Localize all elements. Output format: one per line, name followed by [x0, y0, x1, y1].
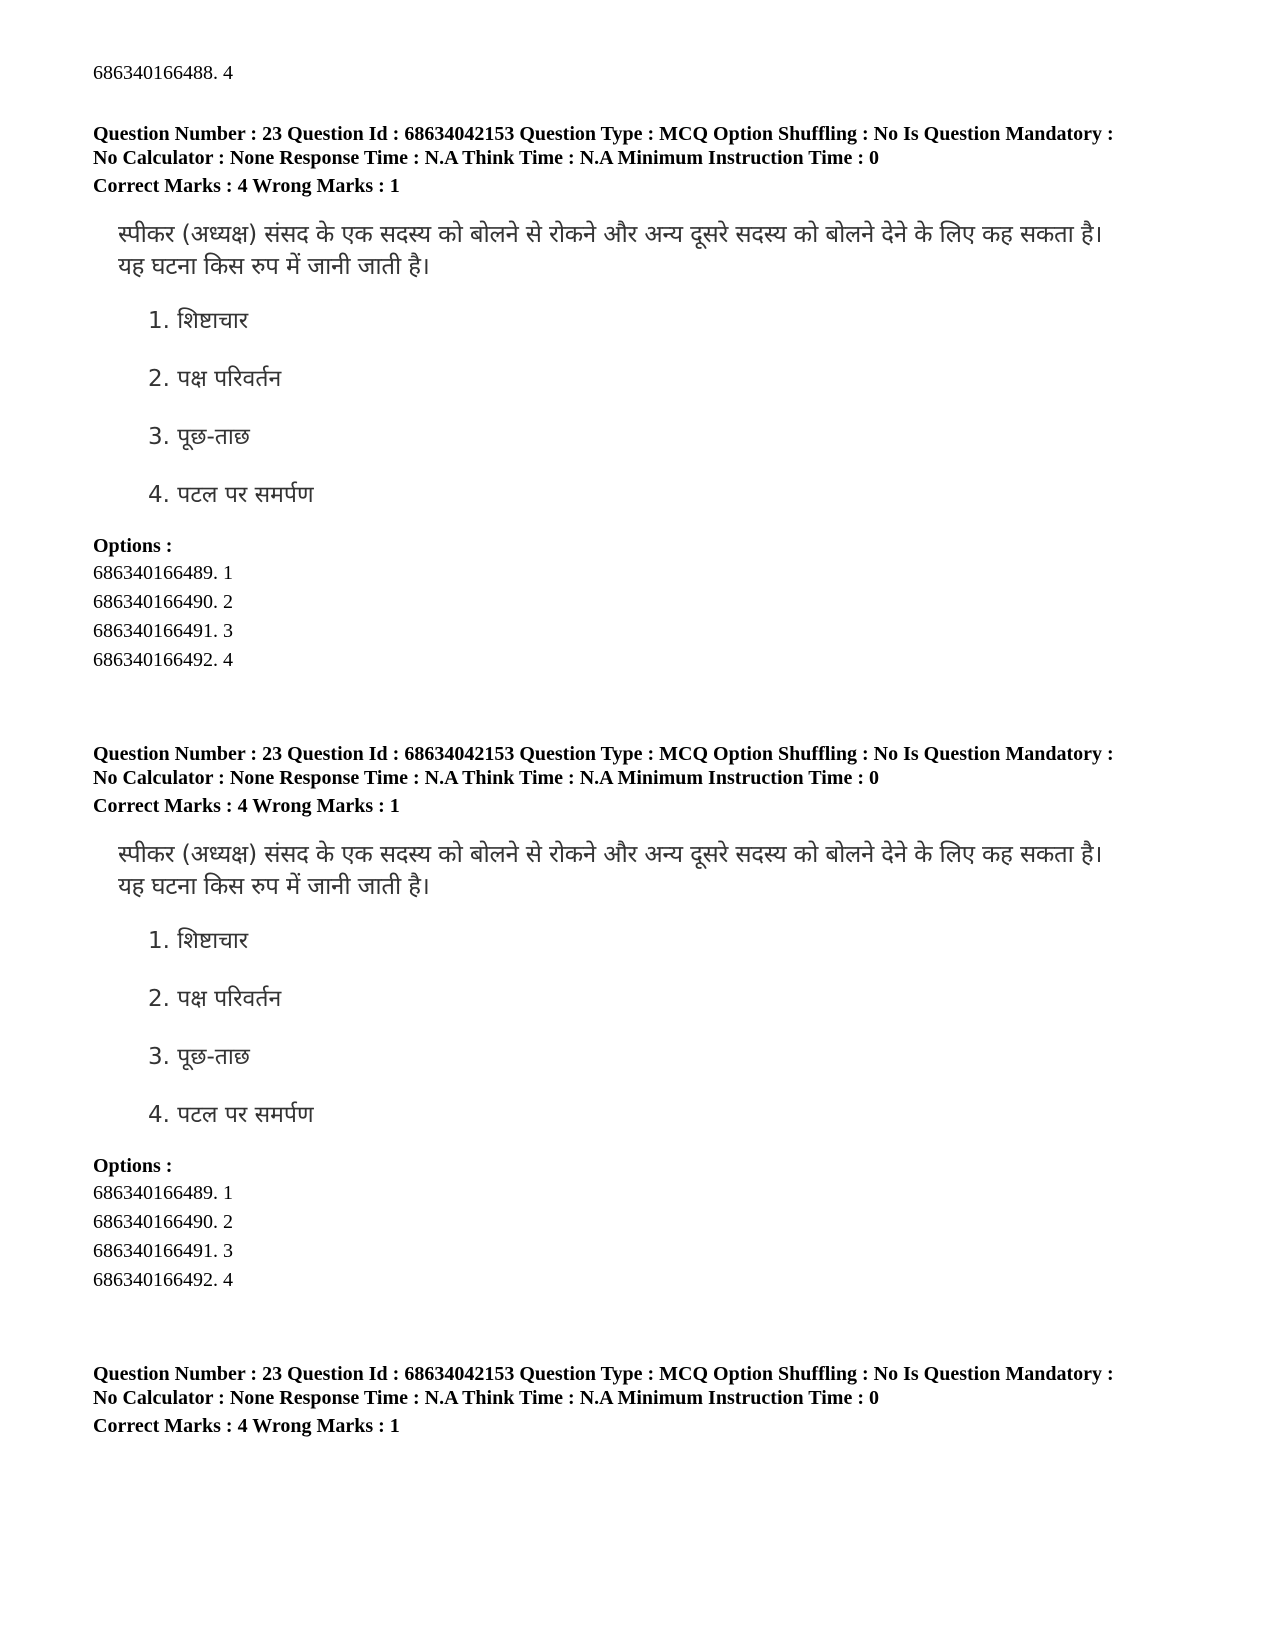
question-choice: 1. शिष्टाचार [148, 928, 249, 954]
question-marks: Correct Marks : 4 Wrong Marks : 1 [93, 795, 400, 817]
question-text-line1: स्पीकर (अध्यक्ष) संसद के एक सदस्य को बोलने से रोकने और अन्य दूसरे सदस्य को बोलने देने के लिए कह सकता है। [118, 220, 1103, 248]
option-row: 686340166490. 2 [93, 1211, 233, 1233]
question-choice: 4. पटल पर समर्पण [148, 482, 314, 508]
question-choice: 3. पूछ-ताछ [148, 424, 250, 450]
option-row: 686340166491. 3 [93, 620, 233, 642]
question-choice: 2. पक्ष परिवर्तन [148, 366, 282, 392]
question-choices [148, 304, 1198, 536]
question-text-line2: यह घटना किस रुप में जानी जाती है। [118, 252, 430, 280]
options-label: Options : [93, 1155, 173, 1177]
question-meta-line2: No Calculator : None Response Time : N.A Think Time : N.A Minimum Instruction Time : 0 [93, 767, 879, 789]
option-row: 686340166489. 1 [93, 1182, 233, 1204]
option-row: 686340166491. 3 [93, 1240, 233, 1262]
question-marks: Correct Marks : 4 Wrong Marks : 1 [93, 1415, 400, 1437]
option-row: 686340166489. 1 [93, 562, 233, 584]
top-option-line: 686340166488. 4 [93, 62, 233, 84]
option-row: 686340166492. 4 [93, 1269, 233, 1291]
question-image [118, 838, 1198, 1156]
question-choice: 4. पटल पर समर्पण [148, 1102, 314, 1128]
question-choice: 2. पक्ष परिवर्तन [148, 986, 282, 1012]
options-label: Options : [93, 535, 173, 557]
question-choices [148, 924, 1198, 1156]
options-block-1 [93, 533, 1203, 675]
option-row: 686340166492. 4 [93, 649, 233, 671]
question-block-2 [93, 742, 1203, 1156]
question-block-3 [93, 1362, 1203, 1438]
question-meta-line2: No Calculator : None Response Time : N.A Think Time : N.A Minimum Instruction Time : 0 [93, 147, 879, 169]
question-meta-line1: Question Number : 23 Question Id : 68634042153 Question Type : MCQ Option Shuffling : No Is Question Mandatory : [93, 123, 1114, 145]
question-meta-line1: Question Number : 23 Question Id : 68634042153 Question Type : MCQ Option Shuffling : No Is Question Mandatory : [93, 1363, 1114, 1385]
question-meta-line2: No Calculator : None Response Time : N.A Think Time : N.A Minimum Instruction Time : 0 [93, 1387, 879, 1409]
option-row: 686340166490. 2 [93, 591, 233, 613]
question-choice: 1. शिष्टाचार [148, 308, 249, 334]
question-text-line2: यह घटना किस रुप में जानी जाती है। [118, 872, 430, 900]
options-block-2 [93, 1153, 1203, 1295]
question-choice: 3. पूछ-ताछ [148, 1044, 250, 1070]
question-marks: Correct Marks : 4 Wrong Marks : 1 [93, 175, 400, 197]
question-meta-line1: Question Number : 23 Question Id : 68634042153 Question Type : MCQ Option Shuffling : No Is Question Mandatory : [93, 743, 1114, 765]
question-text-line1: स्पीकर (अध्यक्ष) संसद के एक सदस्य को बोलने से रोकने और अन्य दूसरे सदस्य को बोलने देने के लिए कह सकता है। [118, 840, 1103, 868]
question-image [118, 218, 1198, 536]
question-block-1 [93, 122, 1203, 536]
